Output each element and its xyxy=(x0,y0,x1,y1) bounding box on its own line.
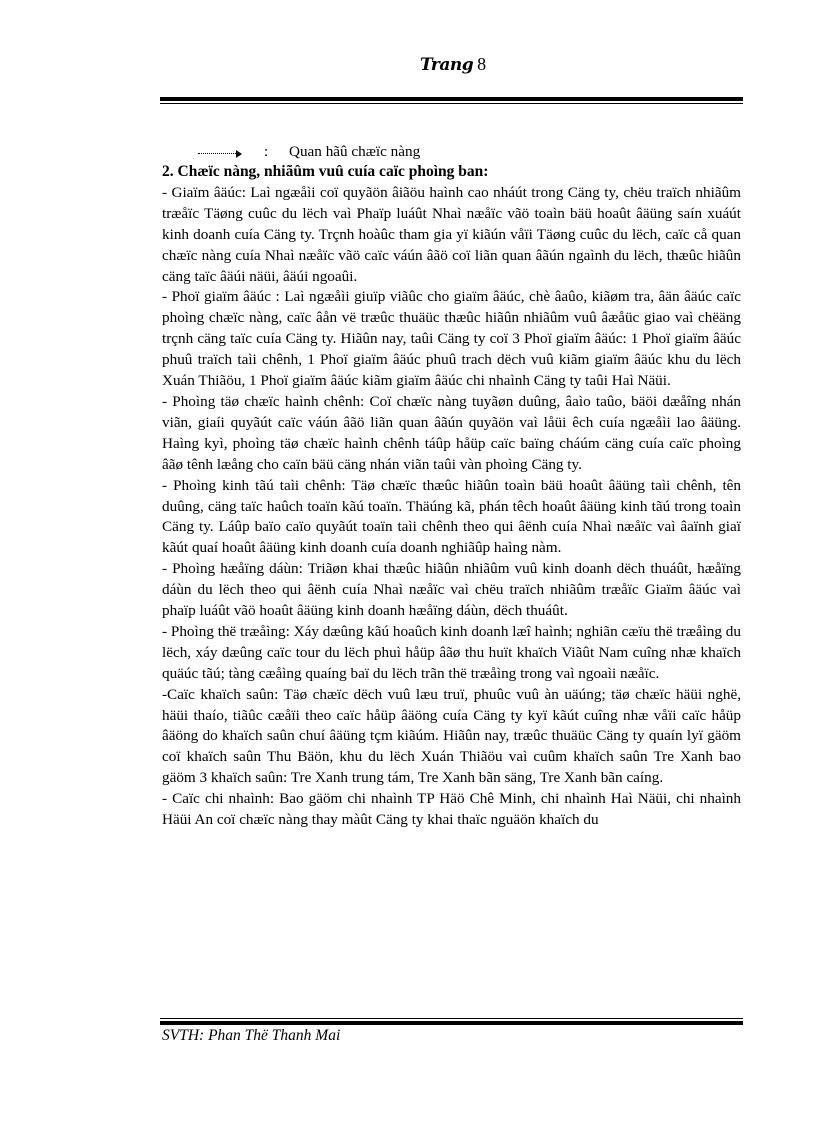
paragraph-admin-dept: - Phoìng täø chæïc haình chênh: Coï chæïc nàng tuyãøn duûng, âaìo taûo, bäöi dæåîng nhán viãn, giaíi quyãút caïc váún âãö liãn quan âãún quyãön vaì låüi êch cuía ngæåìi lao âäüng. Haìng kyì, phoìng täø chæïc haình chênh táûp håüp caïc baïng cháúm cäng cuía caïc phoìng âãø tênh læång cho caïn bäü cäng nhán viãn taûi vàn phoìng Cäng ty. xyxy=(162,392,741,473)
header-rule-thin xyxy=(160,103,743,104)
paragraph-finance-dept: - Phoìng kinh tãú taìi chênh: Täø chæïc thæûc hiãûn toaìn bäü hoaût âäüng taìi chênh, tên duûng, cäng taïc haûch toaïn kãú toaïn. Thäúng kã, phán têch hoaût âäüng kinh tãú trong toaìn Cäng ty. Láûp baïo caïo quyãút toaïn taìi chênh theo qui âënh cuía Nhaì næåïc vaì âaïnh giaï kãút quaí hoaût âäüng kinh doanh cuía doanh nghiãûp haìng nàm. xyxy=(162,476,741,557)
footer-rule-thick xyxy=(160,1021,743,1025)
paragraph-director: - Giaïm âäúc: Laì ngæåìi coï quyãön âiãöu haình cao nháút trong Cäng ty, chëu traïch nhiãûm træåïc Täøng cuûc du lëch vaì Phaïp luáût Nhaì næåïc vãö toaìn bäü hoaût âäüng saín xuáút kinh doanh cuía Cäng ty. Trçnh hoàûc tham gia yï kiãún våïi Täøng cuûc du lëch, caïc cå quan chæïc nàng cuía Nhaì næåïc vãö caïc váún âãö coï liãn quan âãún ngaình du lëch, thæûc hiãûn cäng taïc âäúi näüi, âäúi ngoaûi. xyxy=(162,183,741,285)
page-content xyxy=(162,142,741,831)
dotted-arrow-icon xyxy=(198,153,236,154)
legend-text: Quan hãû chæïc nàng xyxy=(289,143,421,160)
paragraph-guide-dept: - Phoìng hæåïng dáùn: Triãøn khai thæûc hiãûn nhiãûm vuû kinh doanh dëch thuáût, hæåïng dáùn du lëch theo qui âënh cuía Nhaì næåïc vaì chëu traïch nhiãûm træåïc Giaïm âäúc vaì phaïp luáût vãö hoaût âäüng kinh doanh hæåïng dáùn, dëch thuáût. xyxy=(162,560,741,620)
page-word: Trang xyxy=(420,55,474,75)
paragraph-branches: - Caïc chi nhaình: Bao gäöm chi nhaình TP Häö Chê Minh, chi nhaình Haì Näüi, chi nhaình Häüi An coï chæïc nàng thay màût Cäng ty khai thaïc nguäön khaïch du xyxy=(162,790,741,829)
paragraph-market-dept: - Phoìng thë træåìng: Xáy dæûng kãú hoaûch kinh doanh læî haình; nghiãn cæïu thë træåìng du lëch, xáy dæûng caïc tour du lëch phuì håüp âãø thu huït khaïch Viãût Nam cuîng nhæ khaïch quäúc tãú; tàng cæåìng quaíng baï du lëch trãn thë træåìng trong vaì ngoaìi næåïc. xyxy=(162,622,741,682)
paragraph-vice-director: - Phoï giaïm âäúc : Laì ngæåìi giuïp viãûc cho giaïm âäúc, chè âaûo, kiãøm tra, âän âäúc caïc phoìng chæïc nàng, caïc âån vë træûc thuäüc thæûc hiãûn nhiãûm vuû âæåüc giao vaì chëäng trçnh cäng taïc cuía Cäng ty. Hiãûn nay, taûi Cäng ty coï 3 Phoï giaïm âäúc: 1 Phoï giaïm âäúc phuû traïch taìi chênh, 1 Phoï giaïm âäúc phuû trach dëch vuû kiãm giaïm âäúc khu du lëch Xuán Thiãöu, 1 Phoï giaïm âäúc kiãm giaïm âäúc chi nhaình Cäng ty taûi Haì Näüi. xyxy=(162,288,741,390)
legend-colon: : xyxy=(264,143,269,160)
footer-rule-thin xyxy=(160,1018,743,1019)
page-number: 8 xyxy=(477,54,487,74)
section-title: 2. Chæïc nàng, nhiãûm vuû cuía caïc phoìng ban: xyxy=(162,163,489,180)
page-header xyxy=(420,54,486,76)
paragraph-hotels: -Caïc khaïch saûn: Täø chæïc dëch vuû læu truï, phuûc vuû àn uäúng; täø chæïc häüi nghë, häüi thaío, tiãûc cæåïi theo caïc håüp âäöng cuía Cäng ty kyï kãút cuîng nhæ våïi caïc håüp âäöng do khaïch saûn chuí âäüng tçm kiãúm. Hiãûn nay, træûc thuäüc Cäng ty quaín lyï gäöm coï khaïch saûn Thu Bäön, khu du lëch Xuán Thiãöu vaì cuûm khaïch saûn Tre Xanh bao gäöm 3 khaïch saûn: Tre Xanh trung tám, Tre Xanh bãn säng, Tre Xanh bãn caíng. xyxy=(162,685,741,787)
legend-line xyxy=(162,142,741,162)
header-rule-thick xyxy=(160,97,743,101)
footer-author: SVTH: Phan Thë Thanh Mai xyxy=(162,1027,341,1044)
